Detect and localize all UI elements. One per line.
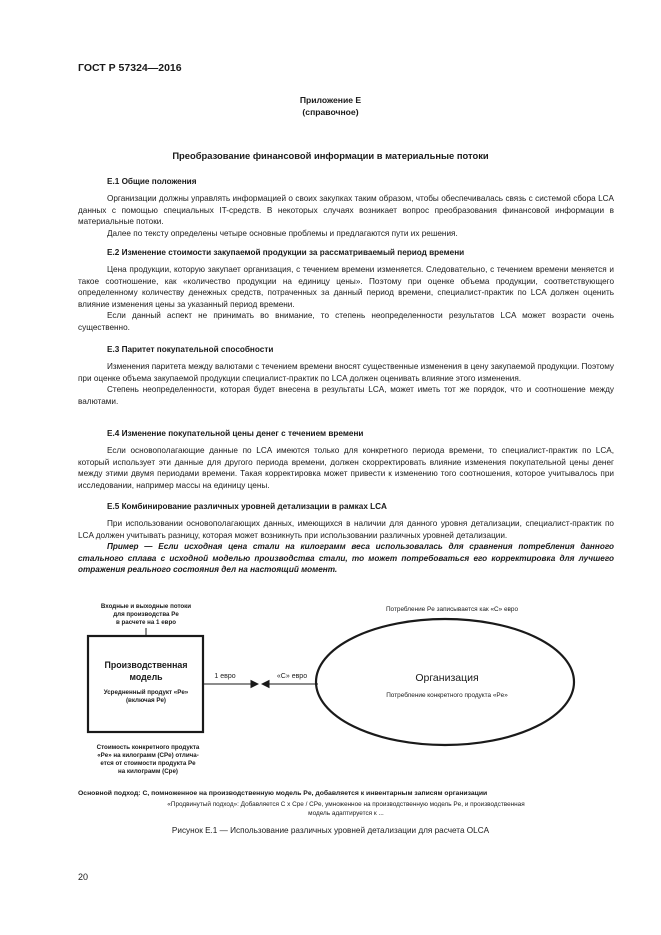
box-title-line: модель — [129, 672, 163, 682]
section-heading-e1: Е.1 Общие положения — [107, 177, 197, 186]
cost-label — [97, 744, 200, 775]
io-label-line: для производства Pe — [113, 611, 179, 618]
advanced-approach-line: «Продвинутый подход»: Добавляется С x Cpe / CPe, умноженное на производственную модель Pe, и производственная — [167, 801, 525, 808]
advanced-approach-line: модель адаптируется к ... — [308, 810, 384, 817]
figure-caption: Рисунок Е.1 — Использование различных уровней детализации для расчета OLCA — [171, 826, 490, 835]
box-sub-line: Усредненный продукт «Pe» — [103, 689, 189, 696]
section-heading-e4: Е.4 Изменение покупательной цены денег с течением времени — [107, 429, 364, 438]
paragraph: Цена продукции, которую закупает организация, с течением времени изменяется. Следовательно, с течением времени меняется и такое соотношение, как «количество продукции на единицу цены». Поэтому при оценке объема продукции, соответствующего определенному количеству денежных средств, потраченных за данный период времени, специалист-практик по LCA должен оценить влияние изменения цены за указанный период времени. — [78, 265, 614, 309]
io-label-line: Входные и выходные потоки — [100, 603, 192, 610]
cost-label-line: ется от стоимости продукта Pe — [100, 760, 196, 767]
cost-label-line: Стоимость конкретного продукта — [96, 744, 200, 751]
ellipse-top-label: Потребление Pe записывается как «C» евро — [385, 606, 519, 613]
arrow-c-euro-label: «C» евро — [276, 673, 308, 680]
section-heading-e5: Е.5 Комбинирование различных уровней детализации в рамках LCA — [107, 502, 387, 511]
appendix-title: Приложение Е — [299, 95, 362, 105]
production-model-box — [88, 636, 203, 732]
organization-title: Организация — [415, 672, 479, 684]
paragraph: Если данный аспект не принимать во внимание, то степень неопределенности результатов LCA может возрасти очень существенно. — [78, 311, 614, 332]
arrow-euro-label: 1 евро — [214, 673, 236, 680]
cost-label-line: «Pe» на килограмм (CPe) отлича- — [97, 752, 199, 759]
box-sub-line: (включая Pe) — [125, 697, 167, 704]
paragraph: Организации должны управлять информацией о своих закупках таким образом, чтобы обеспечивалась связь с системой сбора LCA данных с помощью специальных IT-средств. В некоторых случаях возникает вопрос преобразования финансовой информации в материальные потоки. — [78, 194, 614, 226]
io-label — [101, 603, 191, 626]
example-paragraph: Пример — Если исходная цена стали на килограмм веса использовалась для сравнения потребления данного стального сплава с исходной моделью производства стали, то может потребоваться его корректировка для лучшего отражения реального состояния дел на настоящий момент. — [78, 542, 614, 574]
paragraph: Степень неопределенности, которая будет внесена в результаты LCA, может иметь тот же порядок, что и соотношение между валютами. — [78, 385, 614, 406]
page-number: 20 — [78, 872, 89, 882]
section-heading-e2: Е.2 Изменение стоимости закупаемой продукции за рассматриваемый период времени — [107, 248, 465, 257]
paragraph: Если основополагающие данные по LCA имеются только для конкретного периода времени, то специалист-практик по LCA, который использует эти данные для другого периода времени, должен скорректировать влияние изменения покупательной цены денег между этими двумя периодами времени. Такая корректировка может привести к изменению того соотношения, которое учитывалось при исследовании, например массы на единицу цены. — [78, 446, 614, 490]
section-heading-e3: Е.3 Паритет покупательной способности — [107, 345, 274, 354]
box-title-line: Производственная — [104, 660, 188, 670]
paragraph: Изменения паритета между валютами с течением времени вносят существенные изменения в цену закупаемой продукции. Поэтому при оценке объема закупаемой продукции специалист-практик по LCA должен оценивать влияние этого изменения. — [78, 362, 615, 383]
main-title: Преобразование финансовой информации в материальные потоки — [172, 150, 489, 161]
appendix-note: (справочное) — [302, 107, 359, 117]
paragraph: При использовании основополагающих данных, имеющихся в наличии для данного уровня детализации, специалист-практик по LCA должен учитывать разницу, которая может возникнуть при использовании различных уровней детализации. — [78, 519, 614, 540]
standard-header: ГОСТ Р 57324—2016 — [78, 62, 182, 74]
paragraph: Далее по тексту определены четыре основные проблемы и предлагаются пути их решения. — [107, 228, 458, 238]
io-label-line: в расчете на 1 евро — [115, 619, 177, 626]
cost-label-line: на килограмм (Cpe) — [118, 768, 178, 775]
organization-sub: Потребление конкретного продукта «Pe» — [386, 692, 508, 699]
basic-approach-text: Основной подход: С, помноженное на производственную модель Pe, добавляется к инвентарным записям организации — [78, 790, 488, 797]
